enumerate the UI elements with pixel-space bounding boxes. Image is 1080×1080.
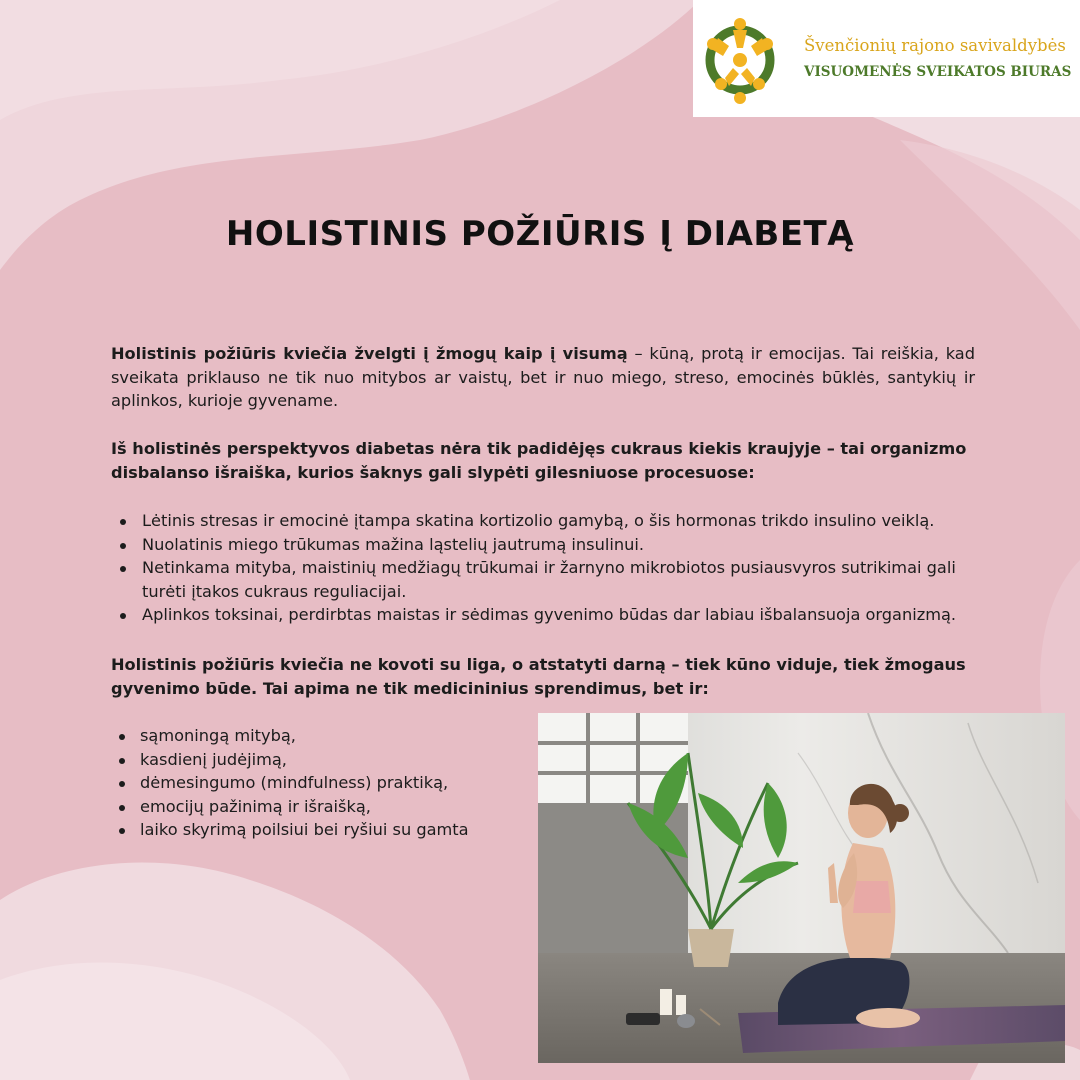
list-item: dėmesingumo (mindfulness) praktiką,	[111, 771, 531, 795]
logo-organization-name: Švenčionių rajono savivaldybės	[804, 36, 1066, 55]
page-title: HOLISTINIS POŽIŪRIS Į DIABETĄ	[225, 214, 855, 254]
list-item: Lėtinis stresas ir emocinė įtampa skatina kortizolio gamybą, o šis hormonas trikdo insulino veiklą.	[111, 509, 981, 533]
intro-rest: – kūną, protą ir emocijas. Tai reiškia, kad sveikata priklauso ne tik nuo mitybos ar vaistų, bet ir nuo miego, streso, emocinės būklės, santykių ir aplinkos, kurioje gyvename.	[111, 344, 975, 410]
logo-office-name: VISUOMENĖS SVEIKATOS BIURAS	[804, 64, 1072, 80]
logo-card	[693, 0, 1080, 117]
perspective-paragraph: Iš holistinės perspektyvos diabetas nėra tik padidėjęs cukraus kiekis kraujyje – tai organizmo disbalanso išraiška, kurios šaknys gali slypėti gilesniuose procesuose:	[111, 439, 967, 482]
approach-paragraph: Holistinis požiūris kviečia ne kovoti su liga, o atstatyti darną – tiek kūno viduje, tiek žmogaus gyvenimo būde. Tai apima ne tik medicininius sprendimus, bet ir:	[111, 655, 966, 698]
intro-bold-lead: Holistinis požiūris kviečia žvelgti į žmogų kaip į visumą	[111, 344, 628, 363]
intro-paragraph	[111, 342, 975, 413]
list-item: Nuolatinis miego trūkumas mažina ląstelių jautrumą insulinui.	[111, 533, 981, 557]
causes-list	[111, 509, 981, 627]
list-item: Aplinkos toksinai, perdirbtas maistas ir sėdimas gyvenimo būdas dar labiau išbalansuoja organizmą.	[111, 603, 981, 627]
list-item: kasdienį judėjimą,	[111, 748, 531, 772]
list-item: Netinkama mityba, maistinių medžiagų trūkumai ir žarnyno mikrobiotos pusiausvyros sutrikimai gali turėti įtakos cukraus reguliacijai.	[111, 556, 981, 603]
yoga-photo	[538, 713, 1065, 1063]
list-item: emocijų pažinimą ir išraišką,	[111, 795, 531, 819]
practices-list	[111, 724, 531, 842]
people-circle-emblem-icon	[703, 14, 777, 106]
list-item: sąmoningą mitybą,	[111, 724, 531, 748]
list-item: laiko skyrimą poilsiui bei ryšiui su gamta	[111, 818, 531, 842]
